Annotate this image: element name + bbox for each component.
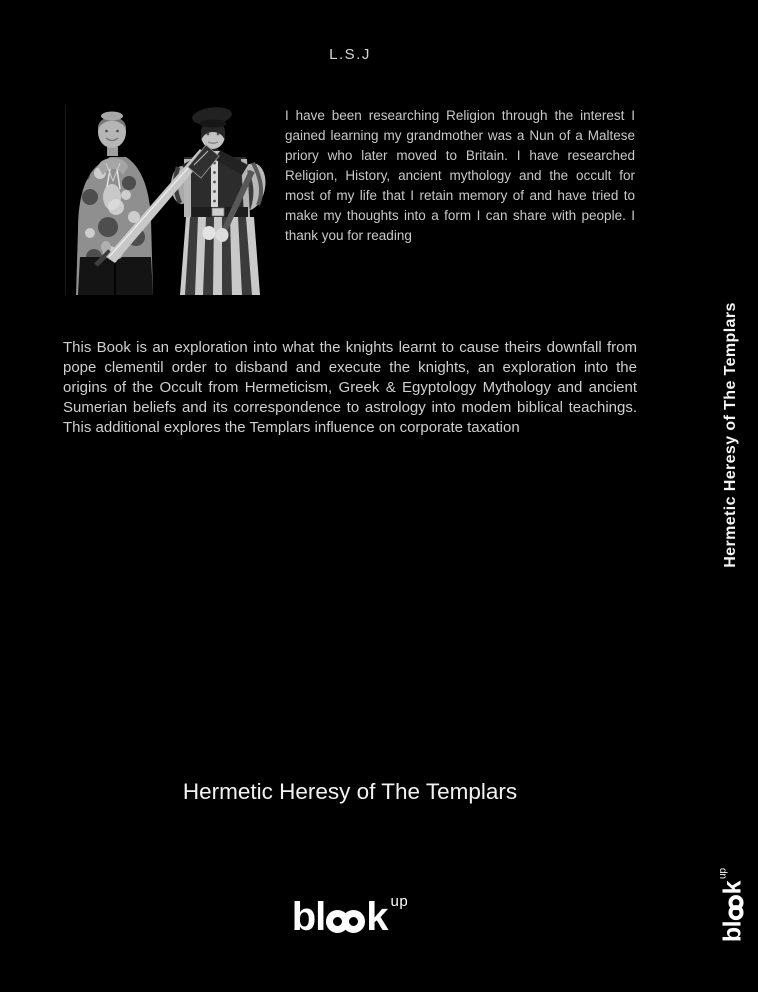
vlogo-o-right	[729, 895, 744, 910]
vertical-logo-superscript: up	[717, 867, 729, 879]
author-bio: I have been researching Religion through the interest I gained learning my grandmother was a Nun of a Maltese priory who later moved to Britain. I have researched Religion, History, ancient mythology and the occult for most of my life that I retain memory of and have tried to make my thoughts into a form I can share with people. I thank you for reading	[285, 108, 635, 243]
book-title: Hermetic Heresy of The Templars	[182, 779, 518, 804]
logo-o-right	[342, 910, 365, 933]
spine-title: Hermetic Heresy of The Templars	[722, 302, 739, 568]
infinity-oo-icon-small	[729, 895, 746, 920]
book-synopsis: This Book is an exploration into what the knights learnt to cause theirs downfall from pope clementil order to disband and execute the knights, an exploration into the origins of the Occult from Hermeticism, Greek & Egyptology Mythology and ancient Sumerian beliefs and its correspondence to astrology into modem biblical teachings. This additional explores the Templars influence on corporate taxation	[63, 339, 637, 436]
author-photo-illustration	[66, 105, 281, 295]
author-photo	[65, 105, 281, 295]
publisher-logo-superscript: up	[390, 893, 409, 910]
publisher-logo	[63, 893, 637, 939]
author-initials: L.S.J	[329, 46, 371, 63]
vertical-logo-prefix: bl	[718, 920, 747, 943]
publisher-logo-suffix: k	[366, 895, 388, 939]
vertical-logo-suffix: k	[718, 881, 747, 895]
publisher-logo-inner	[291, 893, 409, 939]
publisher-logo-prefix: bl	[291, 895, 326, 939]
publisher-logo-vertical-inner	[717, 867, 747, 943]
infinity-oo-icon	[326, 910, 365, 937]
